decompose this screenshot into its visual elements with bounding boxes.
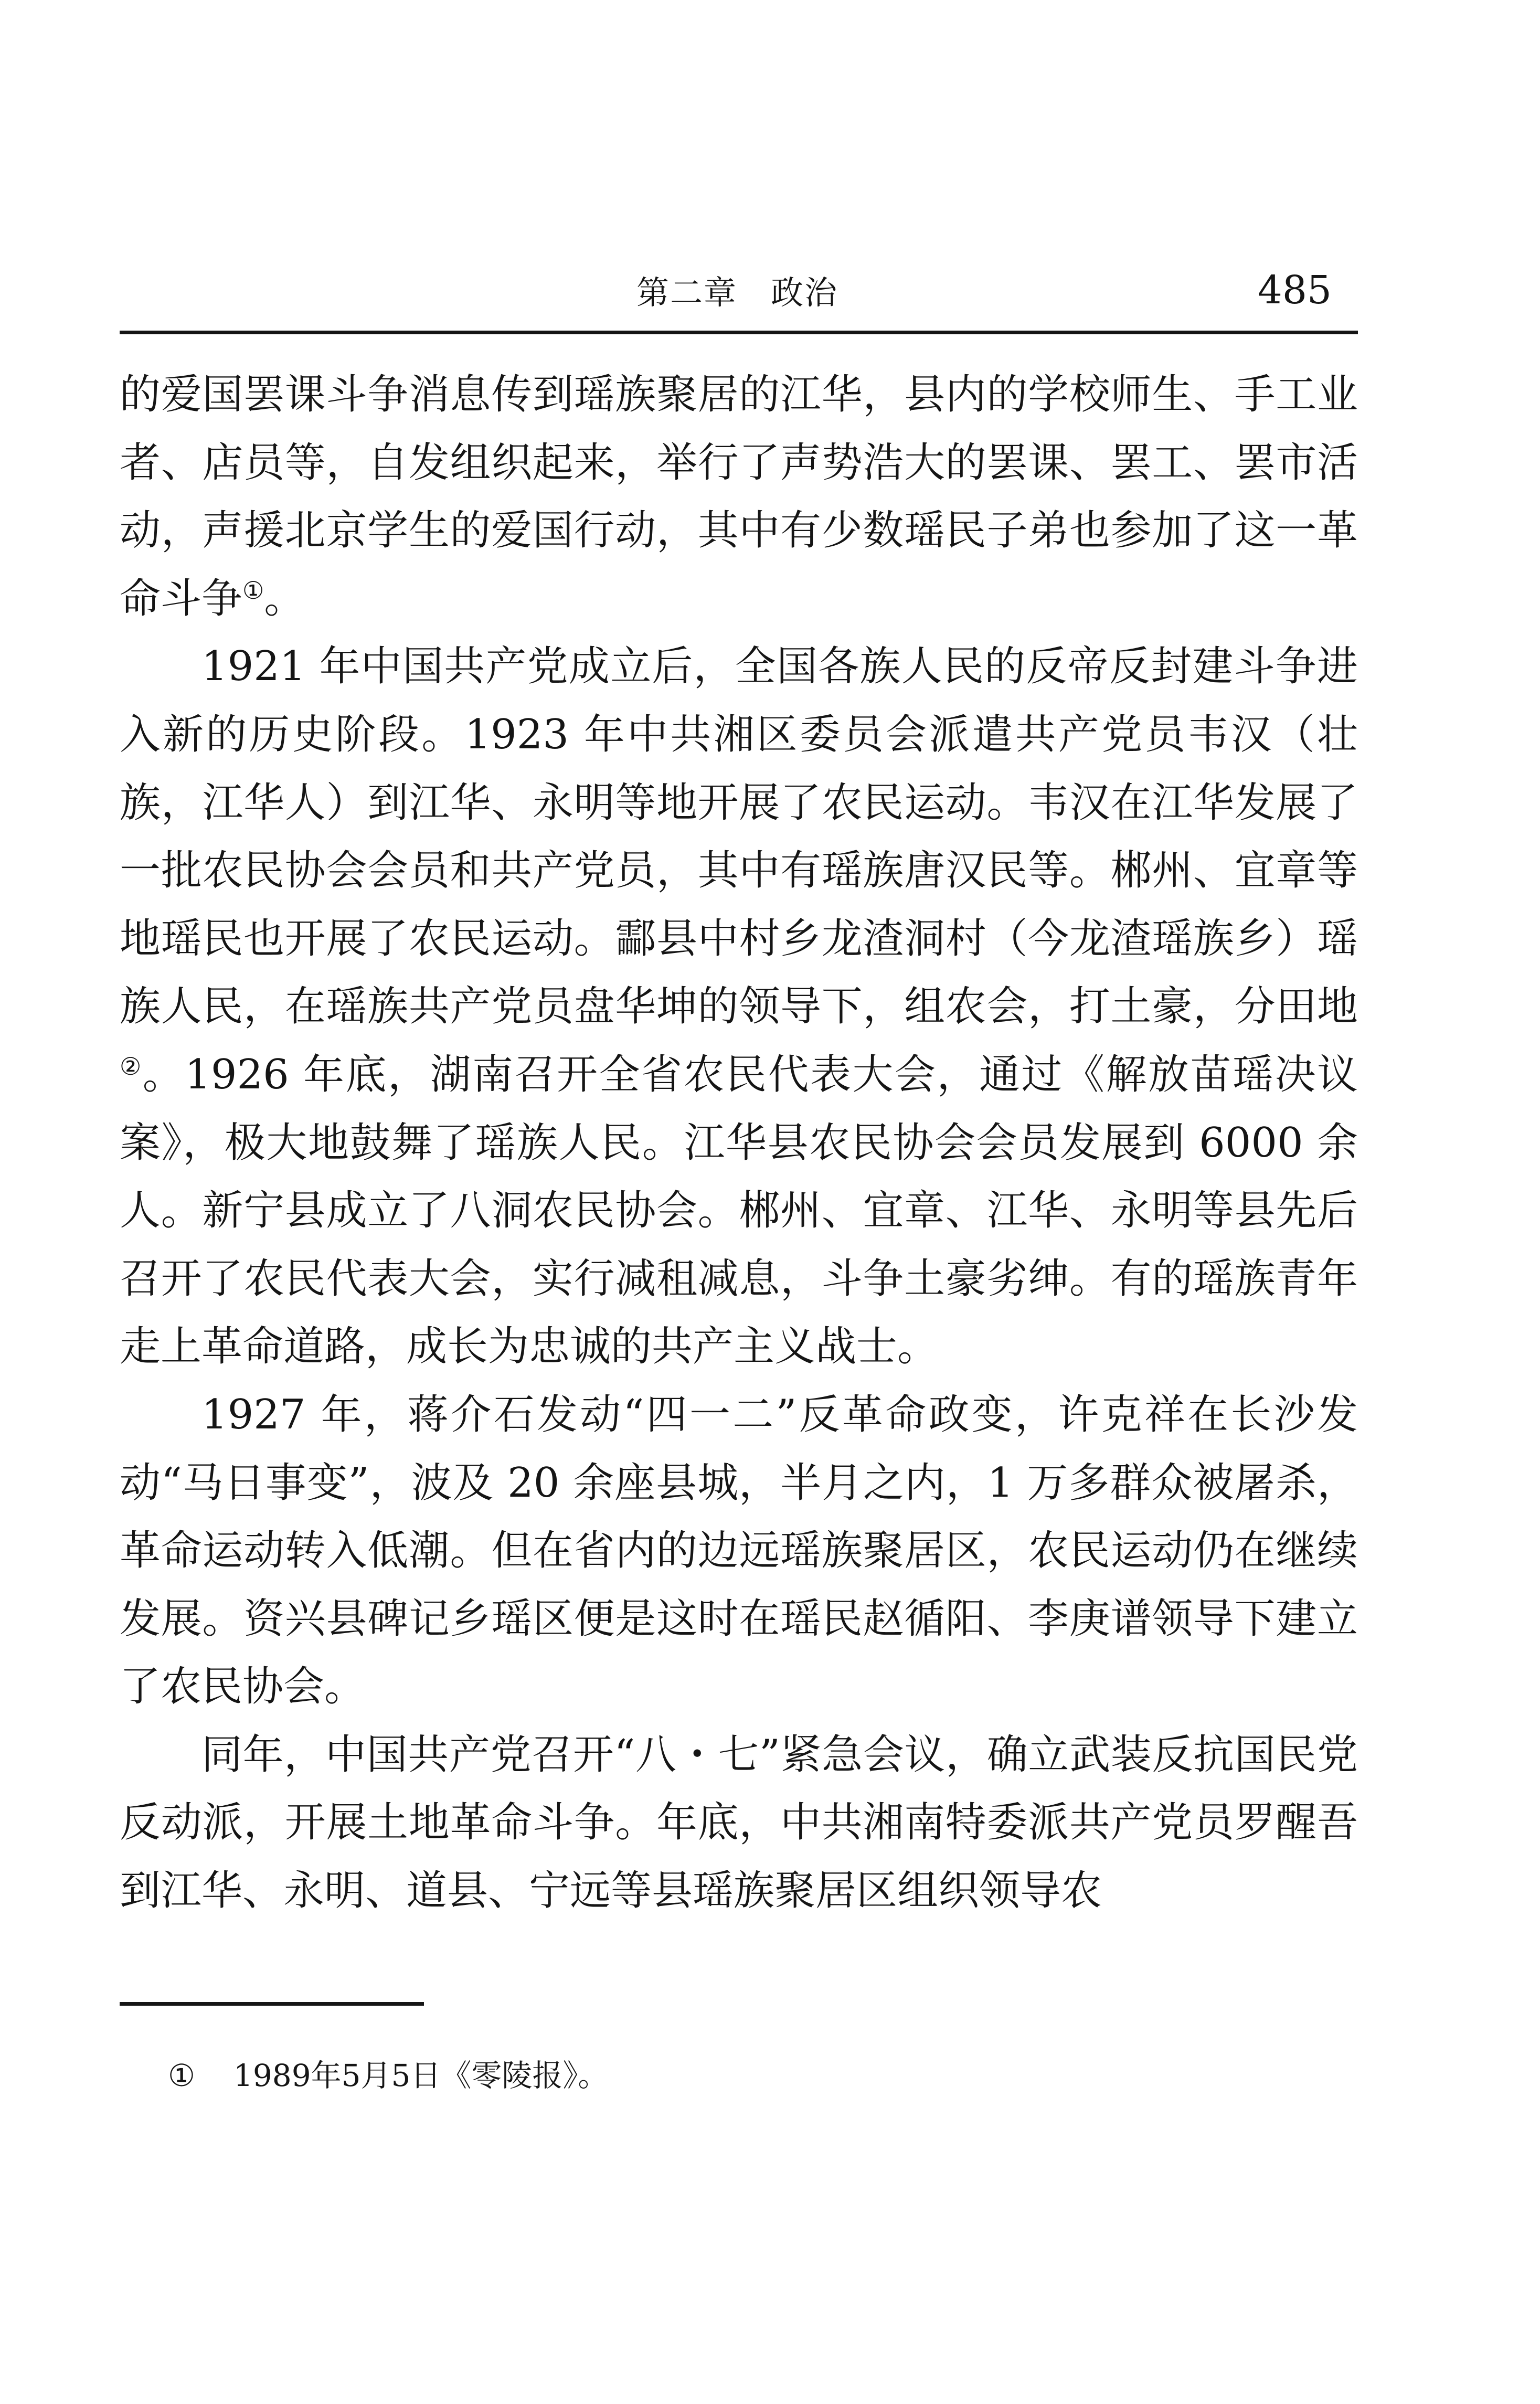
paragraph-text: 1921 年中国共产党成立后，全国各族人民的反帝反封建斗争进入新的历史阶段。1923 年中共湘区委员会派遣共产党员韦汉（壮族，江华人）到江华、永明等地开展了农民运动。韦汉在江华发展了一批农民协会会员和共产党员，其中有瑶族唐汉民等。郴州、宜章等地瑶民也开展了农民运动。酃县中村乡龙渣洞村（今龙渣瑶族乡）瑶族人民，在瑶族共产党员盘华坤的领导下，组农会，打土豪，分田地	[120, 643, 1358, 1031]
paragraph	[120, 361, 1358, 633]
paragraph-text: 。1926 年底，湖南召开全省农民代表大会，通过《解放苗瑶决议案》，极大地鼓舞了瑶族人民。江华县农民协会会员发展到 6000 余人。新宁县成立了八洞农民协会。郴州、宜章、江华、永明等县先后召开了农民代表大会，实行减租减息，斗争土豪劣绅。有的瑶族青年走上革命道路，成长为忠诚的共产主义战士。	[120, 1051, 1358, 1371]
body-text	[120, 361, 1358, 1925]
paragraph	[120, 633, 1358, 1381]
footnote-marker: ①	[168, 2058, 195, 2093]
footnote-reference: ①	[242, 576, 264, 605]
paragraph	[120, 1721, 1358, 1925]
paragraph-text: 的爱国罢课斗争消息传到瑶族聚居的江华，县内的学校师生、手工业者、店员等，自发组织起来，举行了声势浩大的罢课、罢工、罢市活动，声援北京学生的爱国行动，其中有少数瑶民子弟也参加了这一革命斗争	[120, 371, 1358, 622]
chapter-title: 第二章 政治	[636, 273, 838, 312]
paragraph-text: 1927 年，蒋介石发动“四一二”反革命政变，许克祥在长沙发动“马日事变”，波及 20 余座县城，半月之内，1 万多群众被屠杀，革命运动转入低潮。但在省内的边远瑶族聚居区，农民运动仍在继续发展。资兴县碑记乡瑶区便是这时在瑶民赵循阳、李庚谱领导下建立了农民协会。	[120, 1391, 1358, 1711]
footnote-text: 1989年5月5日《零陵报》。	[233, 2058, 609, 2093]
paragraph	[120, 1381, 1358, 1721]
footnote-reference: ②	[120, 1052, 143, 1081]
running-head	[120, 265, 1358, 317]
header-rule	[120, 331, 1358, 334]
page-number: 485	[1257, 268, 1332, 313]
paragraph-text: 。	[264, 575, 305, 622]
footnote-rule	[120, 2002, 424, 2006]
footnote	[168, 2057, 608, 2094]
paragraph-text: 同年，中国共产党召开“八・七”紧急会议，确立武装反抗国民党反动派，开展土地革命斗争。年底，中共湘南特委派共产党员罗醒吾到江华、永明、道县、宁远等县瑶族聚居区组织领导农	[120, 1731, 1358, 1915]
